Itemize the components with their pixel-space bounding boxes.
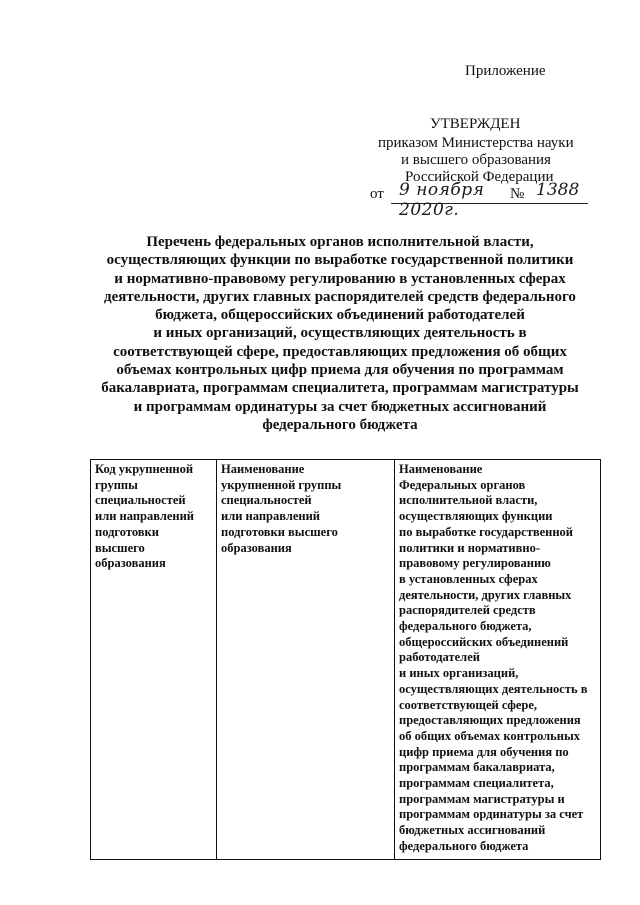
appendix-label: Приложение bbox=[465, 63, 546, 79]
cell-line: программам ординатуры за счет bbox=[399, 807, 584, 822]
cell-line: предоставляющих предложения bbox=[399, 713, 581, 728]
cell-line: федерального бюджета bbox=[399, 838, 529, 853]
cell-line: Наименование bbox=[399, 462, 483, 476]
cell-line: деятельности, других главных bbox=[399, 587, 572, 602]
cell-line: подготовки bbox=[95, 524, 159, 539]
cell-line: исполнительной власти, bbox=[399, 493, 538, 508]
cell-line: программам бакалавриата, bbox=[399, 760, 555, 775]
cell-line: общероссийских объединений bbox=[399, 634, 569, 649]
handwritten-date: 9 ноября 2020г. bbox=[391, 180, 539, 204]
title-line: и нормативно-правовому регулированию в установленных сферах bbox=[114, 270, 566, 287]
cell-line: высшего bbox=[95, 540, 145, 555]
title-line: объемах контрольных цифр приема для обучения по программам bbox=[116, 362, 564, 379]
title-line: деятельности, других главных распорядителей средств федерального bbox=[104, 288, 576, 305]
cell-line: политики и нормативно- bbox=[399, 540, 540, 555]
number-label: № bbox=[510, 186, 525, 202]
cell-line: в установленных сферах bbox=[399, 571, 538, 586]
cell-line: бюджетных ассигнований bbox=[399, 823, 546, 838]
col-name-cell bbox=[217, 460, 395, 860]
cell-line: Наименование bbox=[221, 462, 305, 476]
document-title bbox=[90, 233, 590, 434]
cell-line: осуществляющих функции bbox=[399, 509, 553, 524]
title-line: соответствующей сфере, предоставляющих предложения об общих bbox=[113, 343, 567, 360]
organizations-table bbox=[90, 459, 601, 860]
cell-line: об общих объемах контрольных bbox=[399, 728, 580, 743]
cell-line: программам магистратуры и bbox=[399, 791, 565, 806]
cell-line: федерального бюджета, bbox=[399, 619, 532, 634]
date-prefix: от bbox=[370, 186, 384, 202]
cell-line: специальностей bbox=[221, 493, 312, 508]
order-line-2: и высшего образования bbox=[401, 152, 551, 168]
cell-line: правовому регулированию bbox=[399, 556, 551, 571]
col-organizations-cell bbox=[395, 460, 601, 860]
cell-line: группы bbox=[95, 477, 138, 492]
cell-line: распорядителей средств bbox=[399, 603, 536, 618]
approved-label: УТВЕРЖДЕН bbox=[430, 116, 521, 132]
title-line: Перечень федеральных органов исполнительной власти, bbox=[146, 234, 534, 250]
title-line: осуществляющих функции по выработке государственной политики bbox=[106, 252, 574, 269]
cell-line: Федеральных органов bbox=[399, 477, 526, 492]
title-line: федерального бюджета bbox=[262, 416, 418, 433]
cell-line: работодателей bbox=[399, 650, 480, 665]
order-date-number bbox=[370, 180, 620, 220]
cell-line: подготовки высшего bbox=[221, 524, 338, 539]
cell-line: по выработке государственной bbox=[399, 524, 573, 539]
handwritten-number: 1388 bbox=[530, 180, 588, 204]
table-header-row bbox=[91, 460, 601, 860]
title-line: и иных организаций, осуществляющих деятельность в bbox=[153, 325, 527, 342]
cell-line: цифр приема для обучения по bbox=[399, 744, 569, 759]
cell-line: осуществляющих деятельность в bbox=[399, 681, 588, 696]
order-line-3: Российской Федерации bbox=[405, 169, 554, 185]
cell-line: или направлений bbox=[95, 509, 194, 524]
cell-line: Код укрупненной bbox=[95, 462, 194, 476]
cell-line: или направлений bbox=[221, 509, 320, 524]
cell-line: специальностей bbox=[95, 493, 186, 508]
order-line-1: приказом Министерства науки bbox=[378, 135, 574, 151]
title-line: и программам ординатуры за счет бюджетных ассигнований bbox=[133, 398, 547, 415]
cell-line: программам специалитета, bbox=[399, 776, 554, 791]
cell-line: и иных организаций, bbox=[399, 666, 519, 681]
title-line: бюджета, общероссийских объединений работодателей bbox=[155, 307, 525, 324]
cell-line: образования bbox=[221, 540, 292, 555]
col-code-cell bbox=[91, 460, 217, 860]
cell-line: соответствующей сфере, bbox=[399, 697, 538, 712]
title-line: бакалавриата, программам специалитета, программам магистратуры bbox=[101, 380, 579, 397]
cell-line: укрупненной группы bbox=[221, 477, 342, 492]
cell-line: образования bbox=[95, 556, 166, 571]
